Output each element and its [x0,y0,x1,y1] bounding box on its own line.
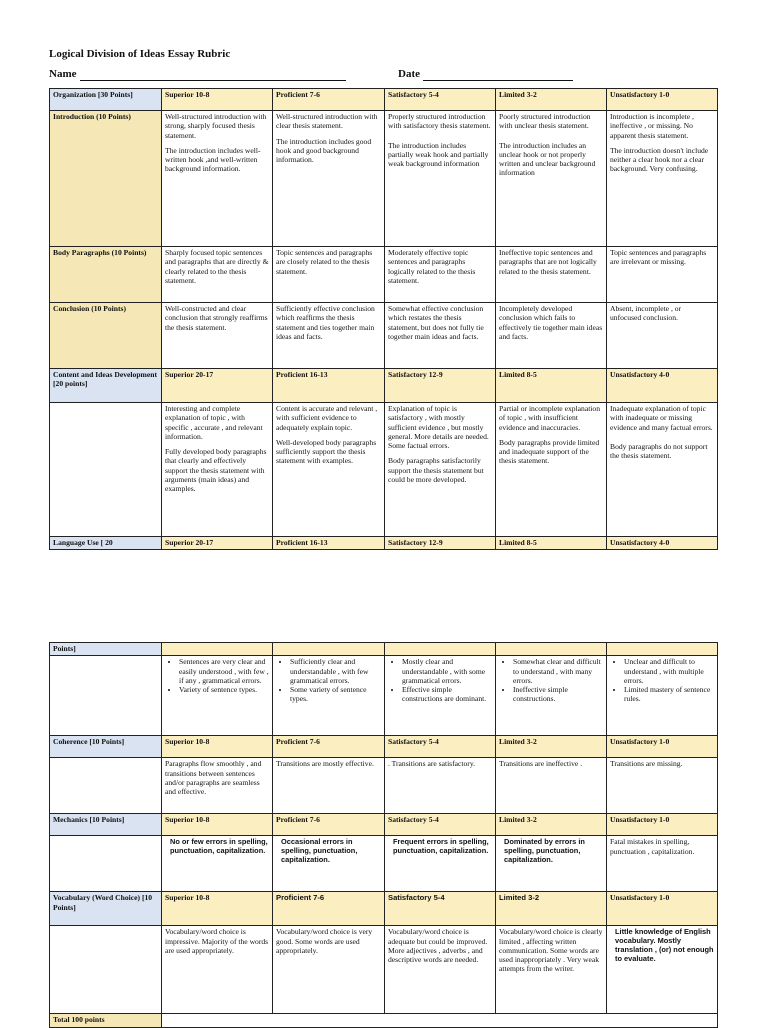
content-level-proficient: Proficient 16-13 [273,369,385,403]
vocabulary-header-row [50,892,718,926]
language-limited: • Somewhat clear and difficult to understand , with many errors. • Ineffective simple constructions. [496,656,607,736]
coherence-blank-cell [50,758,162,814]
language-continued-row [50,643,718,656]
language-cont-empty-5 [607,643,718,656]
coherence-limited: Transitions are ineffective . [496,758,607,814]
vocabulary-unsatisfactory: Little knowledge of English vocabulary. Mostly translation , (or) not enough to evaluate. [607,926,718,1014]
vocabulary-level-superior: Superior 10-8 [162,892,273,926]
mechanics-level-satisfactory: Satisfactory 5-4 [385,814,496,836]
coherence-satisfactory: . Transitions are satisfactory. [385,758,496,814]
content-level-limited: Limited 8-5 [496,369,607,403]
conclusion-satisfactory: Somewhat effective conclusion which restates the thesis statement, but does not fully tie together main ideas and facts. [385,303,496,369]
language-cont-empty-1 [162,643,273,656]
conclusion-row [50,303,718,369]
vocabulary-superior: Vocabulary/word choice is impressive. Majority of the words are used appropriately. [162,926,273,1014]
language-cont-empty-2 [273,643,385,656]
language-row [50,656,718,736]
vocabulary-satisfactory: Vocabulary/word choice is adequate but could be improved. More adjectives , adverbs , and descriptive words are needed. [385,926,496,1014]
vocabulary-limited: Vocabulary/word choice is clearly limited , affecting written communication. Some words are used inappropriately . Very weak attempts from the writer. [496,926,607,1014]
language-superior: • Sentences are very clear and easily understood , with few , if any , grammatical errors. • Variety of sentence types. [162,656,273,736]
organization-header: Organization [30 Points] [50,89,162,111]
vocabulary-level-satisfactory: Satisfactory 5-4 [385,892,496,926]
language-level-proficient: Proficient 16-13 [273,537,385,550]
date-label: Date [398,68,420,80]
mechanics-label: Mechanics [10 Points] [50,814,162,836]
content-level-superior: Superior 20-17 [162,369,273,403]
conclusion-superior: Well-constructed and clear conclusion that strongly reaffirms the thesis statement. [162,303,273,369]
introduction-satisfactory: Properly structured introduction with satisfactory thesis statement. The introduction includes partially weak hook and partially weak background information [385,111,496,247]
language-level-superior: Superior 20-17 [162,537,273,550]
language-level-unsatisfactory: Unsatisfactory 4-0 [607,537,718,550]
level-superior: Superior 10-8 [162,89,273,111]
language-label-part1: Language Use [ 20 [50,537,162,550]
total-value-cell [162,1014,718,1027]
content-blank-cell [50,403,162,537]
conclusion-label: Conclusion (10 Points) [50,303,162,369]
document-title: Logical Division of Ideas Essay Rubric [49,48,231,60]
coherence-level-limited: Limited 3-2 [496,736,607,758]
mechanics-blank-cell [50,836,162,892]
level-proficient: Proficient 7-6 [273,89,385,111]
body-unsatisfactory: Topic sentences and paragraphs are irrelevant or missing. [607,247,718,303]
content-unsatisfactory: Inadequate explanation of topic with inadequate or missing evidence and many factual errors. Body paragraphs do not support the thesis statement. [607,403,718,537]
total-label: Total 100 points [50,1014,162,1027]
rubric-table-page1 [49,88,718,550]
mechanics-row [50,836,718,892]
language-satisfactory: • Mostly clear and understandable , with some grammatical errors. • Effective simple constructions are dominant. [385,656,496,736]
vocabulary-blank-cell [50,926,162,1014]
introduction-superior: Well-structured introduction with strong, sharply focused thesis statement. The introduction includes well-written hook ,and well-written background information. [162,111,273,247]
coherence-row [50,758,718,814]
mechanics-level-limited: Limited 3-2 [496,814,607,836]
organization-header-row [50,89,718,111]
coherence-unsatisfactory: Transitions are missing. [607,758,718,814]
coherence-level-superior: Superior 10-8 [162,736,273,758]
vocabulary-label: Vocabulary (Word Choice) [10 Points] [50,892,162,926]
coherence-header-row [50,736,718,758]
body-paragraphs-label: Body Paragraphs (10 Points) [50,247,162,303]
language-header-row [50,537,718,550]
coherence-level-unsatisfactory: Unsatisfactory 1-0 [607,736,718,758]
vocabulary-level-unsatisfactory: Unsatisfactory 1-0 [607,892,718,926]
introduction-limited: Poorly structured introduction with unclear thesis statement. The introduction includes an unclear hook or not properly written and unclear background information [496,111,607,247]
language-unsatisfactory: • Unclear and difficult to understand , with multiple errors. • Limited mastery of sentence rules. [607,656,718,736]
coherence-level-satisfactory: Satisfactory 5-4 [385,736,496,758]
introduction-unsatisfactory: Introduction is incomplete , ineffective , or missing. No apparent thesis statement. The introduction doesn't include neither a clear hook nor a clear background. Very confusing. [607,111,718,247]
mechanics-level-proficient: Proficient 7-6 [273,814,385,836]
rubric-table-page2 [49,642,718,1028]
name-label: Name [49,68,77,80]
language-cont-empty-4 [496,643,607,656]
mechanics-unsatisfactory: Fatal mistakes in spelling, punctuation , capitalization. [607,836,718,892]
level-limited: Limited 3-2 [496,89,607,111]
introduction-row [50,111,718,247]
content-level-satisfactory: Satisfactory 12-9 [385,369,496,403]
vocabulary-row [50,926,718,1014]
introduction-label: Introduction (10 Points) [50,111,162,247]
content-limited: Partial or incomplete explanation of topic , with insufficient evidence and inaccuracies. Body paragraphs provide limited and inadequate support of the thesis statement. [496,403,607,537]
content-satisfactory: Explanation of topic is satisfactory , with mostly sufficient evidence , but mostly general. More details are needed. Some factual errors. Body paragraphs satisfactorily support the thesis statement but could be more developed. [385,403,496,537]
coherence-level-proficient: Proficient 7-6 [273,736,385,758]
vocabulary-level-proficient: Proficient 7-6 [273,892,385,926]
coherence-proficient: Transitions are mostly effective. [273,758,385,814]
content-level-unsatisfactory: Unsatisfactory 4-0 [607,369,718,403]
name-blank-line [80,68,346,81]
coherence-superior: Paragraphs flow smoothly , and transitions between sentences and/or paragraphs are seamless and effective. [162,758,273,814]
language-cont-empty-3 [385,643,496,656]
level-unsatisfactory: Unsatisfactory 1-0 [607,89,718,111]
mechanics-limited: Dominated by errors in spelling, punctuation, capitalization. [496,836,607,892]
language-proficient: • Sufficiently clear and understandable , with few grammatical errors. • Some variety of sentence types. [273,656,385,736]
date-blank-line [423,68,573,81]
body-satisfactory: Moderately effective topic sentences and paragraphs logically related to the thesis statement. [385,247,496,303]
mechanics-header-row [50,814,718,836]
conclusion-limited: Incompletely developed conclusion which fails to effectively tie together main ideas and facts. [496,303,607,369]
total-row [50,1014,718,1027]
introduction-proficient: Well-structured introduction with clear thesis statement. The introduction includes good hook and good background information. [273,111,385,247]
vocabulary-level-limited: Limited 3-2 [496,892,607,926]
mechanics-proficient: Occasional errors in spelling, punctuation, capitalization. [273,836,385,892]
mechanics-satisfactory: Frequent errors in spelling, punctuation, capitalization. [385,836,496,892]
level-satisfactory: Satisfactory 5-4 [385,89,496,111]
conclusion-unsatisfactory: Absent, incomplete , or unfocused conclusion. [607,303,718,369]
language-level-limited: Limited 8-5 [496,537,607,550]
content-superior: Interesting and complete explanation of topic , with specific , accurate , and relevant information. Fully developed body paragraphs that clearly and effectively support the thesis statement with arguments (main ideas) and examples. [162,403,273,537]
body-paragraphs-row [50,247,718,303]
body-proficient: Topic sentences and paragraphs are closely related to the thesis statement. [273,247,385,303]
conclusion-proficient: Sufficiently effective conclusion which reaffirms the thesis statement and ties together main ideas and facts. [273,303,385,369]
language-level-satisfactory: Satisfactory 12-9 [385,537,496,550]
content-proficient: Content is accurate and relevant , with sufficient evidence to adequately explain topic. Well-developed body paragraphs sufficiently support the thesis statement with examples. [273,403,385,537]
mechanics-level-unsatisfactory: Unsatisfactory 1-0 [607,814,718,836]
body-superior: Sharply focused topic sentences and paragraphs that are directly & clearly related to the thesis statement. [162,247,273,303]
language-blank-cell [50,656,162,736]
body-limited: Ineffective topic sentences and paragraphs that are not logically related to the thesis statement. [496,247,607,303]
content-row [50,403,718,537]
coherence-label: Coherence [10 Points] [50,736,162,758]
vocabulary-proficient: Vocabulary/word choice is very good. Some words are used appropriately. [273,926,385,1014]
content-header-row [50,369,718,403]
language-label-part2: Points] [50,643,162,656]
mechanics-superior: No or few errors in spelling, punctuation, capitalization. [162,836,273,892]
mechanics-level-superior: Superior 10-8 [162,814,273,836]
content-label: Content and Ideas Development [20 points] [50,369,162,403]
